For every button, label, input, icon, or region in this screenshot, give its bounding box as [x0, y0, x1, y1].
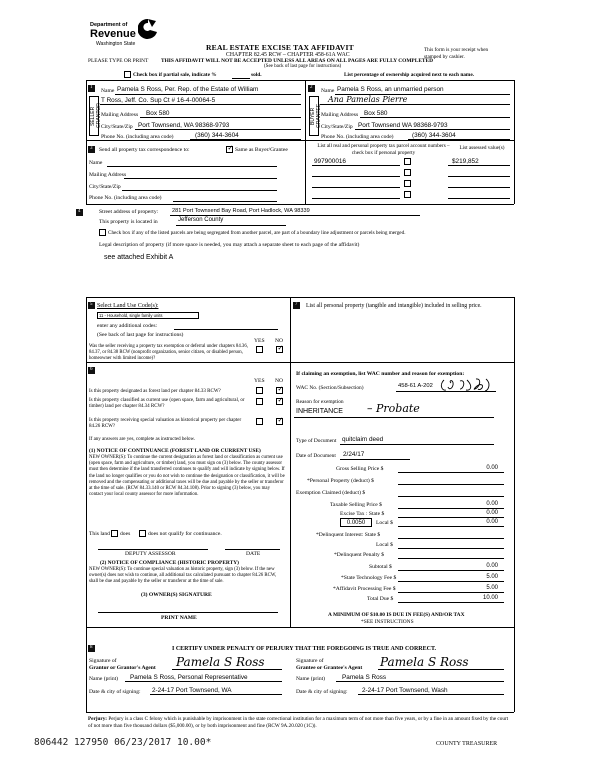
seller-name-line1[interactable]: Pamela S Ross, Per. Rep. of the Estate of William	[117, 86, 259, 93]
partial-sold-label: sold.	[251, 72, 262, 78]
buyer-phone[interactable]: (360) 344-3604	[412, 132, 456, 139]
assessor-date-label: DATE	[246, 551, 261, 557]
delinquent-local-label: Local $	[376, 542, 393, 548]
exemption-question: Was the seller receiving a property tax exemption or deferral under chapters 84.36, 84.37, or 84.38 RCW (nonprofit organization, senior citizen, or disabled person, homeowner with limited income)?	[89, 344, 248, 361]
same-as-buyer-label: Same as Buyer/Grantee	[235, 147, 288, 153]
street-address[interactable]: 281 Port Townsend Bay Road, Port Hadlock, WA 98339	[172, 208, 310, 214]
same-as-buyer-checkbox[interactable]	[226, 146, 233, 153]
wac-number[interactable]: 458-61 A-202	[398, 383, 433, 389]
buyer-city-label: City/State/Zip	[321, 124, 353, 130]
buyer-address-label: Mailing Address	[321, 112, 359, 118]
reason-handwriting: – Probate	[367, 402, 420, 415]
receipt-note: This form is your receipt when stamped by cashier.	[424, 47, 489, 60]
tech-fee-value[interactable]: 5.00	[486, 574, 498, 580]
section-5-number: 5	[90, 302, 93, 307]
buyer-name-line2[interactable]: Ana Pamelas Pierre	[328, 95, 408, 104]
grantor-sig-label-1: Signature of	[89, 658, 117, 664]
doc-date-label: Date of Document	[296, 453, 336, 459]
land-does-checkbox[interactable]	[111, 530, 118, 537]
section-7-number: 7	[295, 302, 298, 307]
grantor-signature[interactable]: Pamela S Ross	[176, 655, 265, 669]
form-see-back: (See back of last page for instructions)	[264, 64, 342, 69]
seller-side-label: SELLER GRANTOR	[89, 96, 99, 136]
seller-name-label: Name	[101, 88, 115, 94]
corr-address-label: Mailing Address	[89, 172, 127, 178]
grantee-name-label: Name (print)	[296, 676, 326, 682]
if-yes-note: If any answers are yes, complete as instructed below.	[89, 437, 196, 442]
section-3-number: 3	[90, 146, 93, 151]
historic-title: (2) NOTICE OF COMPLIANCE (HISTORIC PROPERTY)	[100, 560, 239, 566]
section-1-number: 1	[90, 85, 93, 90]
section6-no: NO	[275, 378, 284, 384]
grantee-name[interactable]: Pamela S Ross	[342, 674, 387, 681]
affidavit-fee-label: *Affidavit Processing Fee $	[333, 586, 396, 592]
personal-prop-checkbox-2[interactable]	[404, 169, 411, 176]
forest-question: Is this property designated as forest land per chapter 84.33 RCW?	[89, 389, 221, 394]
seller-address[interactable]: Box 580	[146, 110, 170, 117]
correspondence-label: Send all property tax correspondence to:	[99, 147, 190, 153]
land-use-see-back: (See back of last page for instructions)	[97, 332, 184, 338]
affidavit-fee-value[interactable]: 5.00	[486, 585, 498, 591]
grantor-name-label: Name (print)	[89, 676, 119, 682]
seller-phone[interactable]: (360) 344-3604	[195, 132, 239, 139]
local-label: Local $	[376, 520, 393, 526]
buyer-city[interactable]: Port Townsend WA 98368-9793	[358, 122, 448, 129]
grantor-date[interactable]: 2-24-17 Port Townsend, WA	[152, 687, 232, 694]
section6-yes: YES	[254, 378, 265, 384]
located-label: This property is located in	[99, 219, 158, 225]
corr-phone-field[interactable]	[173, 201, 277, 202]
form-title: REAL ESTATE EXCISE TAX AFFIDAVIT	[206, 43, 354, 52]
pct-note: List percentage of ownership acquired next to each name.	[344, 72, 475, 78]
personal-prop-checkbox-3[interactable]	[404, 180, 411, 187]
buyer-phone-label: Phone No. (including area code)	[321, 134, 394, 140]
subtotal-label: Subtotal $	[369, 564, 392, 570]
buyer-name-line1[interactable]: Pamela S Ross, an unmarried person	[337, 86, 444, 93]
county-treasurer: COUNTY TREASURER	[436, 741, 498, 747]
seller-city[interactable]: Port Townsend, WA 98368-9793	[138, 122, 230, 129]
grantee-sig-label-1: Signature of	[296, 658, 324, 664]
wac-label: WAC No. (Section/Subsection)	[296, 385, 364, 391]
land-does-not-label: does not qualify for continuance.	[148, 531, 222, 537]
exemption-no-checkbox[interactable]	[276, 346, 283, 353]
subtotal-value[interactable]: 0.00	[486, 563, 498, 569]
corr-city-field[interactable]	[122, 190, 277, 191]
taxable-value[interactable]: 0.00	[486, 501, 498, 507]
historic-text: NEW OWNER(S): To continue special valuation as historic property, sign (3) below. If the new owner(s) does not wish to continue, all additional tax calculated pursuant to chapter 84.26 RCW, shall be due and payable by the seller or transferor at the time of sale.	[89, 567, 277, 585]
grantee-date-label: Date & city of signing:	[296, 689, 348, 695]
grantor-date-label: Date & city of signing:	[89, 689, 141, 695]
reason-value[interactable]: INHERITANCE	[296, 408, 343, 415]
gross-label: Gross Selling Price $	[336, 466, 384, 472]
current-use-no-checkbox[interactable]	[276, 398, 283, 405]
this-land-label: This land	[89, 531, 110, 537]
owner-signature-field[interactable]	[98, 612, 278, 613]
personal-prop-checkbox-4[interactable]	[404, 191, 411, 198]
additional-codes-label: enter any additional codes:	[97, 323, 158, 329]
additional-codes-field[interactable]	[174, 329, 278, 330]
revenue-logo	[90, 16, 160, 54]
see-instructions: *SEE INSTRUCTIONS	[361, 619, 414, 625]
land-use-yes: YES	[254, 338, 265, 344]
exemption-yes-checkbox[interactable]	[256, 346, 263, 353]
land-use-no: NO	[275, 338, 284, 344]
current-use-yes-checkbox[interactable]	[256, 398, 263, 405]
grantor-name[interactable]: Pamela S Ross, Personal Representative	[130, 674, 248, 681]
legal-description[interactable]: see attached Exhibit A	[104, 254, 174, 261]
seller-city-label: City/State/Zip	[101, 124, 133, 130]
cashier-stamp: 806442 127950 06/23/2017 10.00*	[34, 737, 212, 748]
section-2-number: 2	[310, 85, 313, 90]
logo-line1: Department of	[90, 22, 128, 28]
owner-signature-label: (3) OWNER(S) SIGNATURE	[141, 592, 212, 598]
parcel-header: List all real and personal property tax parcel account numbers – check box if personal property	[317, 143, 450, 156]
parcel-number[interactable]: 997900016	[314, 158, 346, 165]
reason-label: Reason for exemption	[296, 399, 344, 405]
personal-deduct-label: *Personal Property (deduct) $	[307, 478, 374, 484]
street-label: Street address of property:	[99, 209, 159, 215]
delinquent-interest-label: *Delinquent Interest: State $	[316, 532, 381, 538]
print-name-label: PRINT NAME	[161, 615, 197, 621]
continuance-text: NEW OWNER(S): To continue the current designation as forest land or classification as current use (open space, farm and agriculture, or timber) land, you must sign on (3) below. The county assessor must then determine if the land transferred continues to qualify and will indicate by signing below. If the land no longer qualifies or you do not wish to continue the designation or classification, it will be removed and the compensating or additional taxes will be due and payable by the seller or transferor at the time of sale. (RCW 84.33.140 or RCW 84.34.108). Prior to signing (3) below, you may contact your local county assessor for more information.	[89, 455, 285, 498]
segregation-checkbox[interactable]	[99, 229, 106, 236]
corr-phone-label: Phone No. (including area code)	[89, 195, 162, 201]
forest-yes-checkbox[interactable]	[256, 387, 263, 394]
delinquent-penalty-label: *Delinquent Penalty $	[334, 552, 385, 558]
exemption-deduct-label: Exemption Claimed (deduct) $	[296, 490, 366, 496]
partial-sale-checkbox[interactable]	[124, 71, 131, 78]
partial-pct-field[interactable]	[232, 78, 250, 79]
grantee-sig-label-2: Grantee or Grantee's Agent	[296, 665, 363, 671]
gross-value[interactable]: 0.00	[486, 465, 498, 471]
historic-yes-checkbox[interactable]	[256, 418, 263, 425]
deputy-assessor-label: DEPUTY ASSESSOR	[125, 551, 176, 557]
grantor-sig-label-2: Grantor or Grantor's Agent	[89, 665, 156, 671]
partial-sale-label: Check box if partial sale, indicate %	[133, 72, 217, 78]
total-due-label: Total Due $	[367, 596, 394, 602]
seller-name-line2[interactable]: T Ross, Jeff. Co. Sup Ct # 16-4-00064-5	[101, 97, 216, 104]
doc-date[interactable]: 2/24/17	[343, 451, 365, 458]
corr-address-field[interactable]	[124, 178, 277, 179]
assessed-value[interactable]: $219,852	[452, 158, 479, 165]
section-6-number: 6	[90, 367, 93, 372]
legal-label: Legal description of property (if more space is needed, you may attach a separate sheet to each page of the affidavit)	[99, 242, 360, 248]
claim-exemption-label: If claiming an exemption, list WAC number and reason for exemption:	[296, 371, 465, 377]
land-use-code[interactable]: 11 - Household, single family units	[97, 312, 199, 319]
form-chapter: CHAPTER 82.45 RCW – CHAPTER 458-61A WAC	[226, 52, 350, 58]
land-does-label: does	[120, 531, 131, 537]
current-use-question: Is this property classified as current use (open space, farm and agricultural, or timber) land per chapter 84.34 RCW?	[89, 398, 245, 409]
perjury-text: Perjury is a class C felony which is punishable by imprisonment in the state correctional institution for a maximum term of not more than five years, or by a fine in an amount fixed by the court of not more than five thousand dollars ($5,000.00), or by both imprisonment and fine (RCW 9A.20.020 (1C)).	[88, 716, 509, 729]
historic-question: Is this property receiving special valuation as historical property per chapter 84.26 RCW?	[89, 418, 242, 429]
county[interactable]: Jefferson County	[178, 217, 224, 223]
personal-prop-checkbox-1[interactable]	[404, 158, 411, 165]
historic-no-checkbox[interactable]	[276, 418, 283, 425]
excise-state-value[interactable]: 0.00	[486, 510, 498, 516]
corr-city-label: City/State/Zip	[89, 184, 121, 190]
assessed-header: List assessed value(s)	[459, 145, 505, 151]
segregation-note: Check box if any of the listed parcels are being segregated from another parcel, are part of a boundary line adjustment or parcels being merged.	[108, 230, 406, 236]
seller-address-label: Mailing Address	[101, 112, 139, 118]
logo-line2: Revenue	[90, 28, 136, 40]
logo-line3: Washington State	[96, 41, 136, 47]
corr-name-label: Name	[89, 160, 103, 166]
seller-phone-label: Phone No. (including area code)	[101, 134, 174, 140]
local-value[interactable]: 0.00	[486, 519, 498, 525]
grantee-date[interactable]: 2-24-17 Port Townsend, Wash	[362, 687, 448, 694]
doc-type[interactable]: quitclaim deed	[342, 436, 384, 443]
certify-text: I CERTIFY UNDER PENALTY OF PERJURY THAT THE FOREGOING IS TRUE AND CORRECT.	[172, 646, 437, 652]
forest-no-checkbox[interactable]	[276, 387, 283, 394]
land-does-not-checkbox[interactable]	[139, 530, 146, 537]
taxable-label: Taxable Selling Price $	[330, 502, 382, 508]
section-8-number: 8	[90, 645, 93, 650]
grantee-signature[interactable]: Pamela S Ross	[380, 655, 469, 669]
land-use-label: Select Land Use Code(s):	[97, 303, 159, 309]
corr-name-field[interactable]	[107, 166, 277, 167]
section-4-number: 4	[78, 209, 81, 214]
perjury-label: Perjury:	[88, 716, 108, 722]
local-rate[interactable]: 0.0050	[340, 518, 372, 527]
excise-state-label: Excise Tax : State $	[340, 511, 385, 517]
total-due-value[interactable]: 10.00	[482, 595, 498, 601]
tech-fee-label: *State Technology Fee $	[341, 575, 397, 581]
buyer-name-label: Name	[321, 88, 335, 94]
perjury-block	[88, 716, 512, 729]
buyer-side-label: BUYER GRANTEE	[309, 96, 319, 136]
doc-type-label: Type of Document	[296, 438, 337, 444]
continuance-title: (1) NOTICE OF CONTINUANCE (FOREST LAND OR CURRENT USE)	[89, 448, 261, 454]
personal-prop-label: List all personal property (tangible and intangible) included in selling price.	[306, 303, 482, 309]
logo-icon	[138, 18, 158, 40]
buyer-address[interactable]: Box 580	[364, 110, 388, 117]
form-warning: THIS AFFIDAVIT WILL NOT BE ACCEPTED UNLESS ALL AREAS ON ALL PAGES ARE FULLY COMPLETED	[161, 58, 434, 64]
type-or-print: PLEASE TYPE OR PRINT	[88, 58, 149, 64]
minimum-note: A MINIMUM OF $10.00 IS DUE IN FEE(S) AND/OR TAX	[328, 612, 465, 618]
